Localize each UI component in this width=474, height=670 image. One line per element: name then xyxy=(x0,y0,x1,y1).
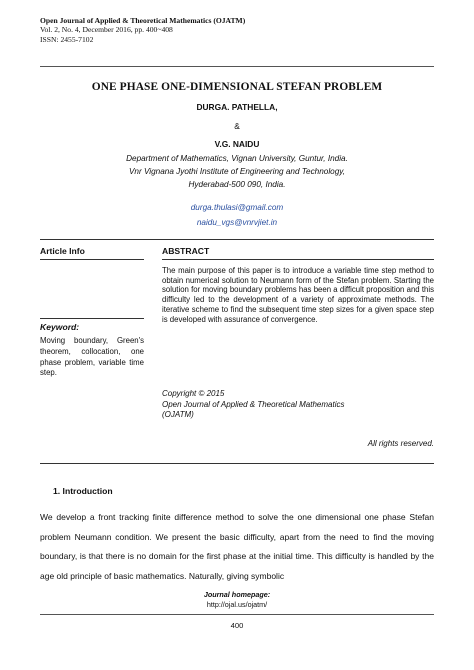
journal-name: Open Journal of Applied & Theoretical Mathematics (OJATM) xyxy=(40,16,246,25)
journal-volume: Vol. 2, No. 4, December 2016, pp. 400~408 xyxy=(40,25,173,35)
keyword-list: Moving boundary, Green's theorem, collocation, one phase problem, variable time step. xyxy=(40,336,144,378)
keyword-heading: Keyword: xyxy=(40,322,80,332)
author-2: V.G. NAIDU xyxy=(214,139,260,149)
author-separator: & xyxy=(234,121,240,131)
introduction-paragraph: We develop a front tracking finite difference method to solve the one dimensional one phase Stefan problem Neumann condition. We present the basic difficulty, apart from the need to find the moving boundary, is that there is no domain for the first phase at the initial time. This difficulty is handled by the age old principle of basic mathematics. Naturally, giving symbolic xyxy=(40,512,434,581)
copyright-line-2: Open Journal of Applied & Theoretical Mathematics xyxy=(162,399,345,409)
abstract-body: The main purpose of this paper is to introduce a variable time step method to obtain numerical solution to Neumann form of the Stefan problem. Starting the solution for moving boundary problems has been a difficult proposition and this difficulty led to the development of a variety of approximate methods. The iterative scheme to find the subsequent time step sizes for a given space step is developed with assurance of convergence. xyxy=(162,266,434,324)
keyword-rule xyxy=(40,318,144,319)
affiliation-2-line-1: Vnr Vignana Jyothi Institute of Engineering and Technology, xyxy=(128,167,346,176)
copyright-block xyxy=(162,389,344,421)
article-info-rule xyxy=(40,259,144,260)
front-matter-bottom-rule xyxy=(40,463,434,464)
journal-header xyxy=(40,16,245,44)
introduction-body xyxy=(40,508,434,586)
footer-divider xyxy=(40,614,434,615)
homepage-label: Journal homepage: xyxy=(203,590,271,599)
abstract-rule xyxy=(162,259,434,260)
author-2-email[interactable]: naidu_vgs@vnrvjiet.in xyxy=(196,218,278,227)
abstract-heading: ABSTRACT xyxy=(162,246,210,256)
copyright-line-1: Copyright © 2015 xyxy=(162,389,225,398)
page-number: 400 xyxy=(230,621,244,630)
affiliation-1: Department of Mathematics, Vignan University, Guntur, India. xyxy=(126,154,348,163)
header-divider xyxy=(40,66,434,67)
rights-reserved: All rights reserved. xyxy=(367,439,434,448)
affiliation-2-line-2: Hyderabad-500 090, India. xyxy=(188,180,286,189)
front-matter-top-rule xyxy=(40,239,434,240)
author-1-email[interactable]: durga.thulasi@gmail.com xyxy=(190,203,284,212)
journal-issn: ISSN: 2455-7102 xyxy=(40,34,94,44)
homepage-link[interactable]: http://ojal.us/ojatm/ xyxy=(206,600,268,609)
article-info-heading: Article Info xyxy=(40,246,85,256)
copyright-line-3: (OJATM) xyxy=(162,410,194,419)
introduction-heading: 1. Introduction xyxy=(53,486,113,496)
author-1: DURGA. PATHELLA, xyxy=(196,102,278,112)
paper-title: ONE PHASE ONE-DIMENSIONAL STEFAN PROBLEM xyxy=(91,81,383,93)
